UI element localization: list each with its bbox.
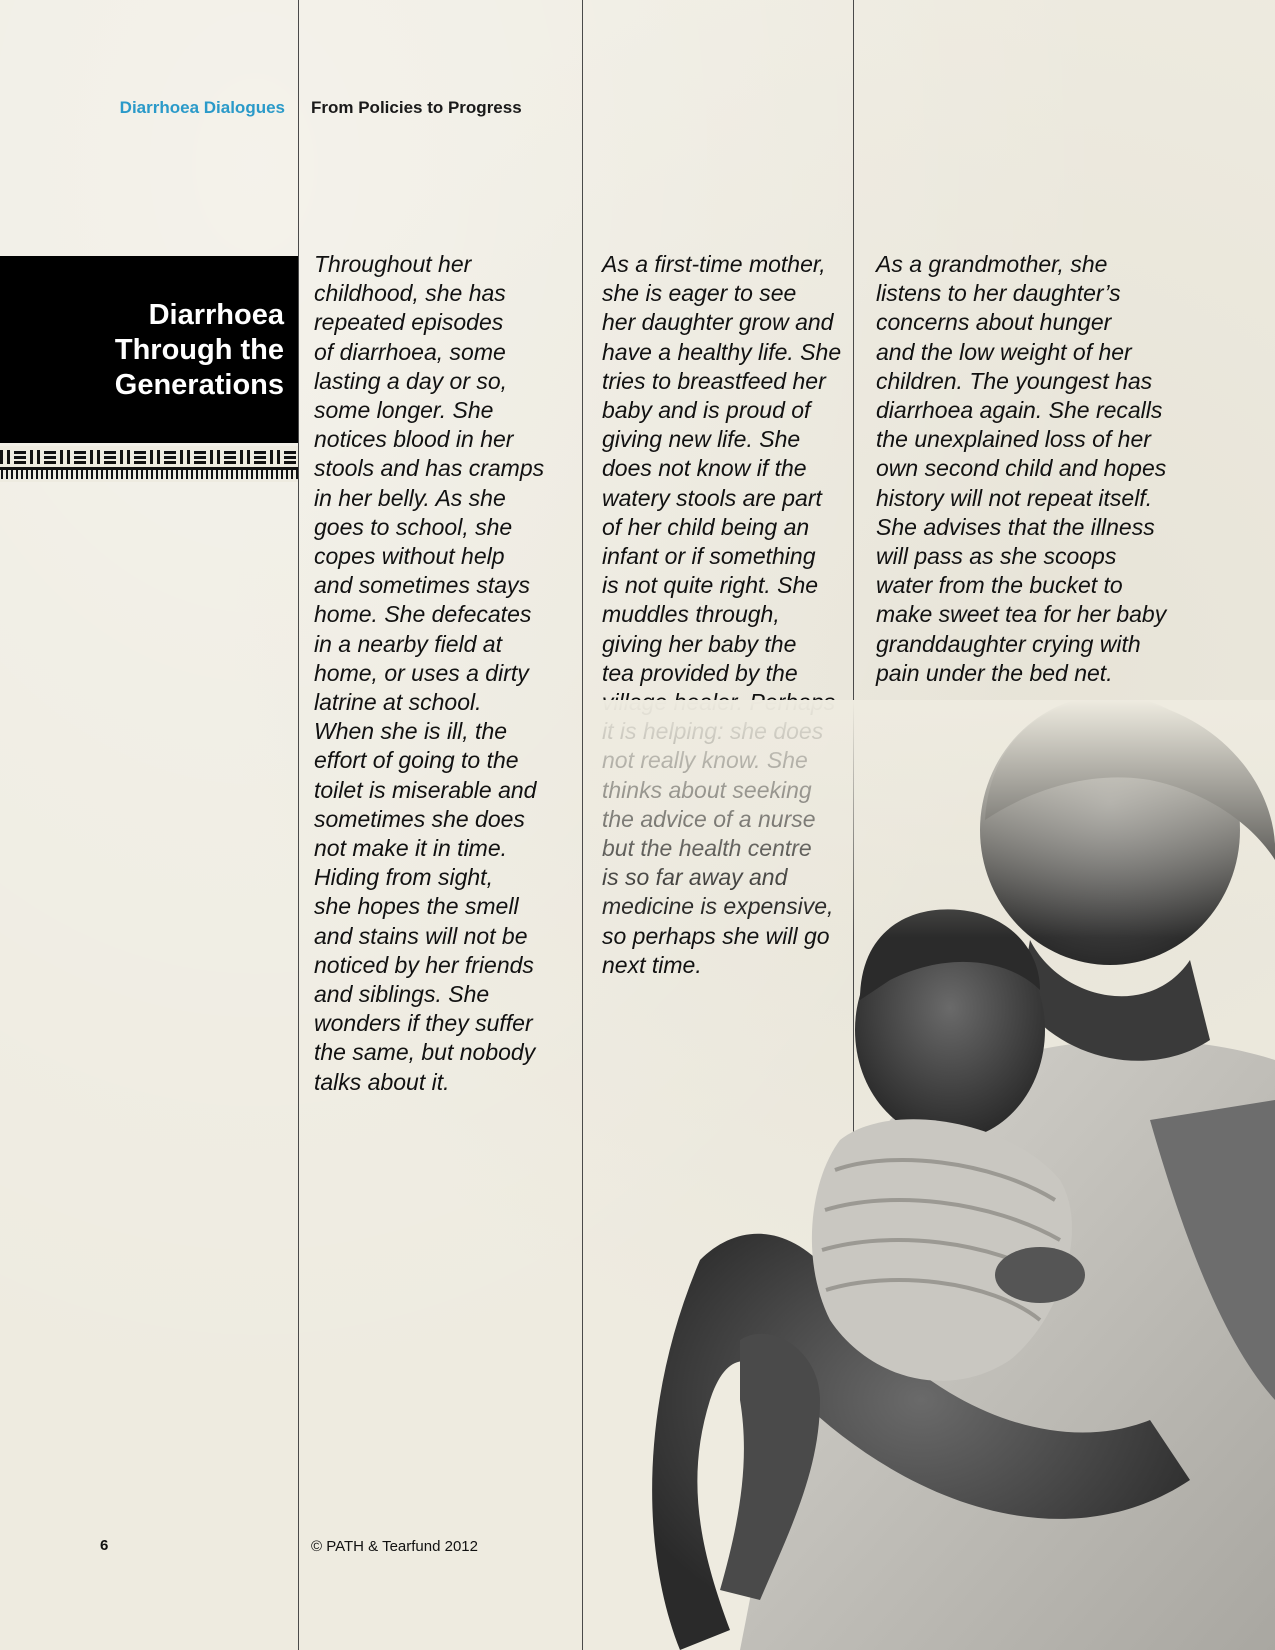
publication-title: Diarrhoea Dialogues bbox=[119, 98, 285, 117]
text-column-childhood: Throughout her childhood, she has repeated episodes of diarrhoea, some lasting a day or so, some longer. She notices blood in her stools and has cramps in her belly. As she goes to school, she copes without help and sometimes stays home. She defecates in a nearby field at home, or uses a dirty latrine at school. When she is ill, the effort of going to the toilet is miserable and sometimes she does not make it in time. Hiding from sight, she hopes the smell and stains will not be noticed by her friends and siblings. She wonders if they suffer the same, but nobody talks about it. bbox=[314, 251, 545, 1095]
column-rule bbox=[582, 0, 583, 1650]
text-column-grandmother: As a grandmother, she listens to her daughter’s concerns about hunger and the low weight of her children. The youngest has diarrhoea again. She recalls the unexplained loss of her own second child and hopes history will not repeat itself. She advises that the illness will pass as she scoops water from the bucket to make sweet tea for her baby granddaughter crying with pain under the bed net. bbox=[876, 251, 1167, 686]
copyright-notice: © PATH & Tearfund 2012 bbox=[311, 1538, 478, 1555]
page-title: Diarrhoea Through the Generations bbox=[114, 299, 284, 401]
mother-and-baby-photo bbox=[590, 700, 1275, 1650]
section-title: From Policies to Progress bbox=[311, 98, 522, 117]
text-column-mother: As a first-time mother, she is eager to see her daughter grow and have a healthy life. She tries to breastfeed her baby and is proud of giving new life. She does not know if the watery stools are part of her child being an infant or if something is not quite right. She muddles through, giving her baby the tea provided by the bbox=[602, 251, 842, 686]
title-block bbox=[0, 256, 298, 443]
column-rule bbox=[298, 0, 299, 1650]
page-number: 6 bbox=[100, 1537, 109, 1554]
decorative-pattern bbox=[0, 446, 298, 482]
